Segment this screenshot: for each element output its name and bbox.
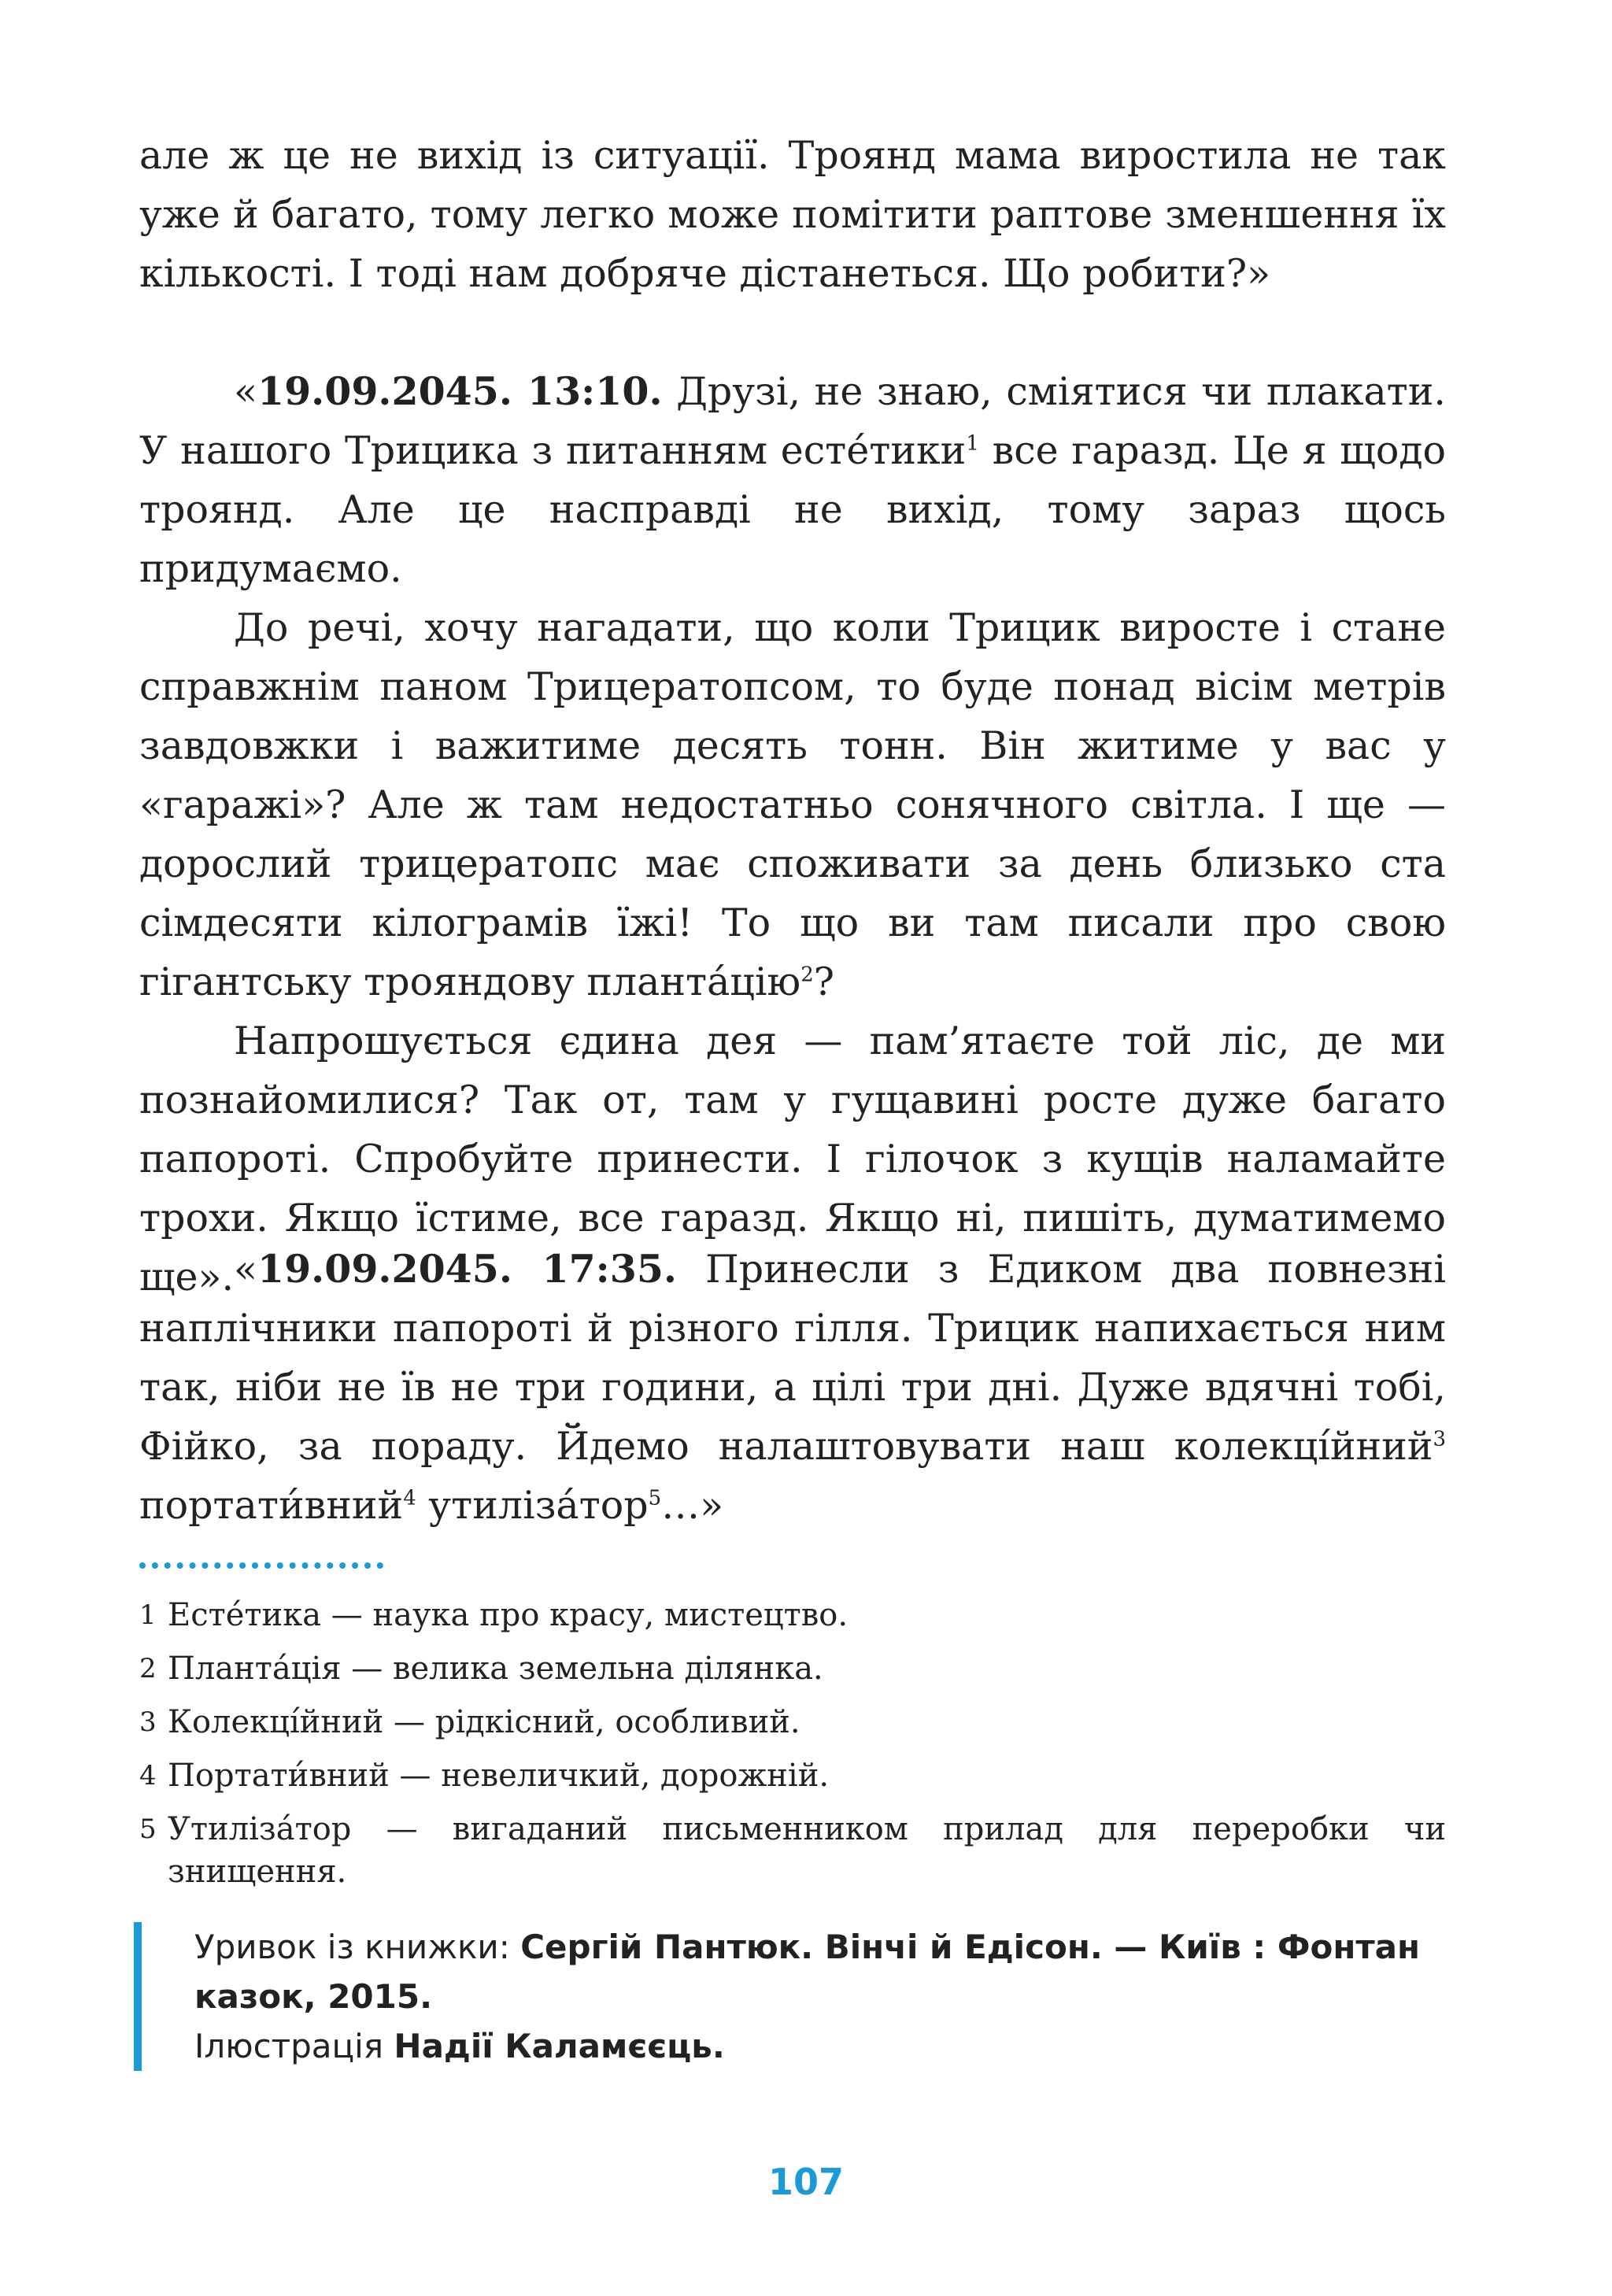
footnote-text: Портати́вний — невеличкий, дорожній. (168, 1758, 830, 1794)
text: утиліза́тор (416, 1483, 649, 1528)
footnote-divider (139, 1562, 383, 1569)
paragraph-3 (139, 598, 1446, 1011)
story-text (139, 126, 1446, 303)
paragraph-1: але ж це не вихід із ситуації. Троянд мама виростила не так уже й багато, тому легко може помітити раптове зменшення їх кількості. І тоді нам добряче дістанеться. Що робити?» (139, 133, 1446, 296)
footnote-ref-5[interactable]: 5 (648, 1486, 662, 1510)
footnote-text: Планта́ція — велика земельна ділянка. (168, 1651, 823, 1687)
footnote-number: 2 (139, 1653, 157, 1684)
text: портати́вний (139, 1483, 404, 1528)
footnote-text: Колекці́йний — рідкісний, особливий. (168, 1704, 800, 1740)
footnote-item (139, 1754, 1446, 1797)
text: все гаразд. Це я щодо троянд. Але це насправді не вихід, тому зараз щось придумаємо. (139, 428, 1446, 591)
illustration-credit (194, 2021, 1454, 2071)
footnote-item (139, 1701, 1446, 1743)
open-quote: « (234, 369, 257, 414)
footnote-item (139, 1647, 1446, 1690)
illustration-prefix: Ілюстрація (194, 2027, 394, 2065)
entry-1 (139, 362, 1446, 1307)
footnote-ref-2[interactable]: 2 (800, 963, 814, 987)
text: ? (813, 959, 835, 1004)
text: До речі, хочу нагадати, що коли Трицик виросте і стане справжнім паном Трицератопсом, то буде понад вісім метрів завдовжки і важитиме десять тонн. Він житиме у вас у «гаражі»? Але ж там недостатньо сонячного світла. І ще — дорослий трицератопс має споживати за день близько ста сімдесяти кілограмів їжі! То що ви там писали про свою гігантську трояндову планта́цію (139, 605, 1446, 1004)
entry-date-1: 19.09.2045. 13:10. (257, 368, 663, 414)
paragraph-2 (139, 362, 1446, 598)
source-prefix: Уривок із книжки: (194, 1928, 521, 1966)
open-quote: « (234, 1247, 257, 1292)
footnote-number: 1 (139, 1599, 157, 1631)
entry-date-2: 19.09.2045. 17:35. (257, 1246, 677, 1292)
footnote-number: 5 (139, 1814, 157, 1845)
source-citation (134, 1922, 1454, 2071)
book-title: Сергій Пантюк. Вінчі й Едісон. — Київ : Фонтан казок, 2015. (194, 1928, 1421, 2016)
book-reference (194, 1922, 1454, 2021)
footnote-ref-1[interactable]: 1 (966, 431, 979, 456)
footnote-ref-4[interactable]: 4 (403, 1486, 416, 1510)
footnotes (139, 1594, 1446, 1904)
footnote-text: Есте́тика — наука про красу, мистецтво. (168, 1597, 849, 1633)
footnote-item (139, 1594, 1446, 1636)
page-number: 107 (767, 2161, 845, 2203)
footnote-number: 3 (139, 1706, 157, 1738)
paragraph-5 (139, 1240, 1446, 1535)
paragraph-4: Напрошується єдина дея — пам’ятаєте той ліс, де ми познайомилися? Так от, там у гущавині росте дуже багато папороті. Спробуйте принести. І гілочок з кущів наламайте трохи. Якщо їстиме, все гаразд. Якщо ні, пишіть, думатимемо ще». (139, 1019, 1446, 1300)
text: …» (661, 1483, 724, 1528)
text: Принесли з Едиком два повнезні наплічники папороті й різного гілля. Трицик напихається ним так, ніби не їв не три години, а цілі три дні. Дуже вдячні тобі, Фійко, за пораду. Йдемо налаштовувати наш колекці́йний (139, 1247, 1446, 1469)
illustrator-name: Надії Каламєєць. (394, 2027, 725, 2065)
entry-2 (139, 1240, 1446, 1535)
footnote-item (139, 1808, 1446, 1893)
footnote-text: Утиліза́тор — вигаданий письменником прилад для переробки чи знищення. (168, 1811, 1446, 1890)
footnote-ref-3[interactable]: 3 (1433, 1427, 1446, 1451)
text: Друзі, не знаю, сміятися чи плакати. У нашого Трицика з питанням есте́тики (139, 369, 1447, 473)
footnote-number: 4 (139, 1760, 157, 1791)
